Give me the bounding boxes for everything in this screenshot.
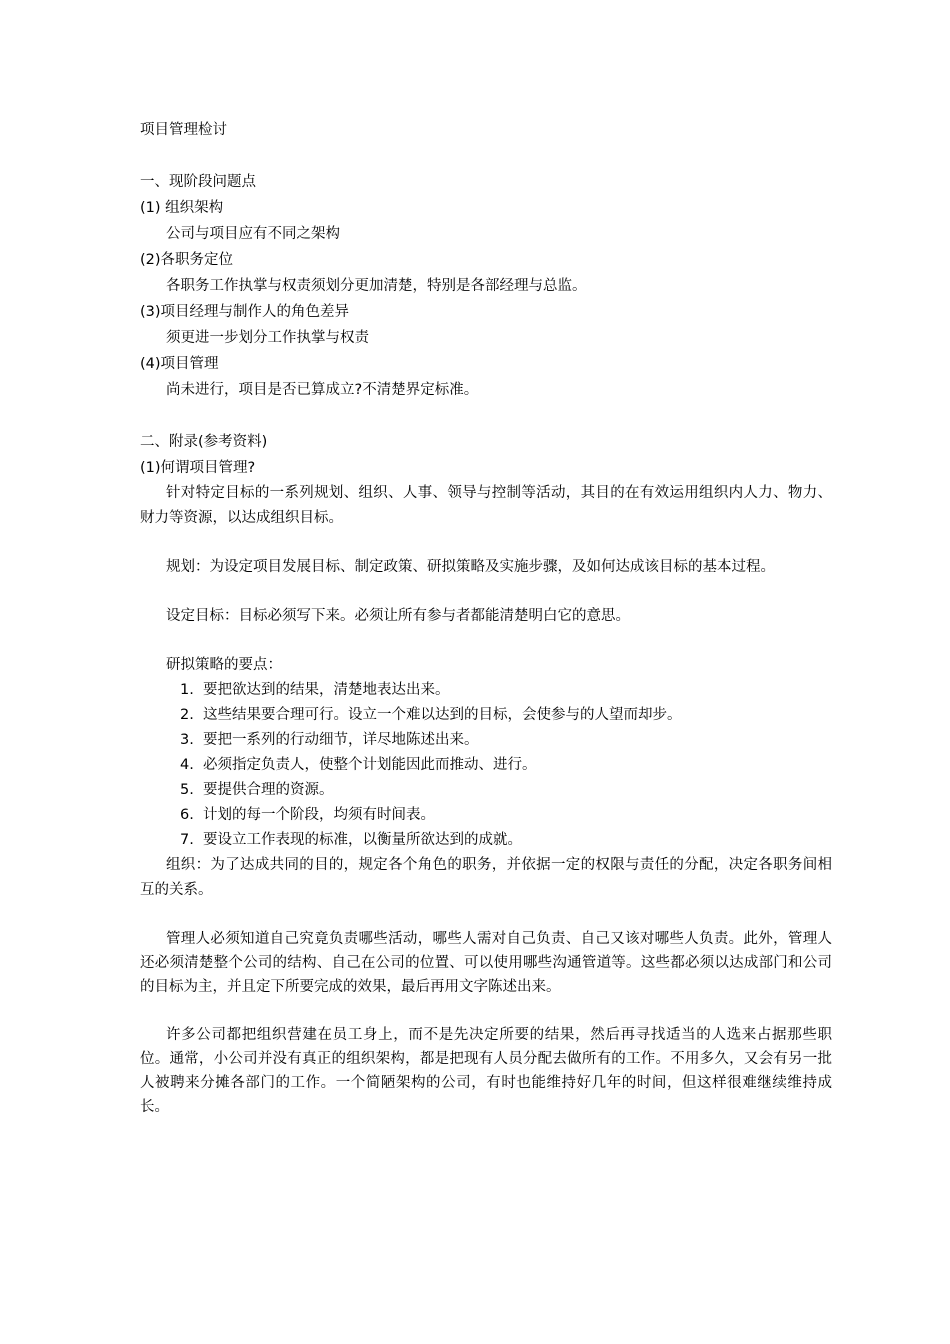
list-number: 5. [180,782,194,798]
spacer [140,580,832,604]
spacer [140,531,832,555]
paragraph-companies: 许多公司都把组织营建在员工身上，而不是先决定所要的结果，然后再寻找适当的人选来占据那些职位。通常，小公司并没有真正的组织架构，都是把现有人员分配去做所有的工作。不用多久，又会有另一批人被聘来分摊各部门的工作。一个简陋架构的公司，有时也能维持好几年的时间，但这样很难继续维持成长。 [140,1027,832,1115]
paragraph-goal-setting: 设定目标：目标必须写下来。必须让所有参与者都能清楚明白它的意思。 [166,608,630,624]
paragraph-organizing: 组织：为了达成共同的目的，规定各个角色的职务，并依据一定的权限与责任的分配，决定各职务间相互的关系。 [140,857,832,898]
list-item [140,678,832,703]
list-item [140,753,832,778]
issue-label: (2)各职务定位 [140,252,234,268]
list-text: 这些结果要合理可行。设立一个难以达到的目标，会使参与的人望而却步。 [203,707,682,723]
list-item [140,703,832,728]
list-number: 4. [180,757,194,773]
spacer [140,629,832,653]
issue-detail: 尚未进行，项目是否已算成立?不清楚界定标准。 [166,382,479,398]
issue-label: (4)项目管理 [140,356,219,372]
strategy-list [140,678,832,853]
list-text: 计划的每一个阶段，均须有时间表。 [203,807,435,823]
list-number: 2. [180,707,194,723]
strategy-heading: 研拟策略的要点： [166,657,282,673]
paragraph-managers: 管理人必须知道自己究竟负责哪些活动，哪些人需对自己负责、自己又该对哪些人负责。此外，管理人还必须清楚整个公司的结构、自己在公司的位置、可以使用哪些沟通管道等。这些都必须以达成部门和公司的目标为主，并且定下所要完成的效果，最后再用文字陈述出来。 [140,931,832,995]
list-item [140,803,832,828]
spacer [140,403,832,429]
list-text: 必须指定负责人，使整个计划能因此而推动、进行。 [203,757,537,773]
paragraph-planning: 规划：为设定项目发展目标、制定政策、研拟策略及实施步骤，及如何达成该目标的基本过程。 [166,559,775,575]
list-item [140,778,832,803]
issue-detail: 各职务工作执掌与权责须划分更加清楚，特别是各部经理与总监。 [166,278,587,294]
document-body [140,117,832,1119]
list-number: 7. [180,832,194,848]
list-item [140,728,832,753]
issue-detail: 公司与项目应有不同之架构 [166,226,340,242]
list-text: 要提供合理的资源。 [203,782,334,798]
issue-label: (3)项目经理与制作人的角色差异 [140,304,350,320]
section-heading-appendix: 二、附录(参考资料) [140,434,268,450]
subheading-what-is-pm: (1)何谓项目管理? [140,460,256,476]
spacer [140,903,832,927]
list-text: 要把一系列的行动细节，详尽地陈述出来。 [203,732,479,748]
list-number: 6. [180,807,194,823]
list-text: 要把欲达到的结果，清楚地表达出来。 [203,682,450,698]
list-number: 3. [180,732,194,748]
issue-label: (1) 组织架构 [140,200,224,216]
section-heading-issues: 一、现阶段问题点 [140,174,256,190]
list-item [140,828,832,853]
list-number: 1. [180,682,194,698]
list-text: 要设立工作表现的标准，以衡量所欲达到的成就。 [203,832,522,848]
document-title: 项目管理检讨 [140,122,227,138]
issue-detail: 须更进一步划分工作执掌与权责 [166,330,369,346]
paragraph-definition: 针对特定目标的一系列规划、组织、人事、领导与控制等活动，其目的在有效运用组织内人力、物力、财力等资源，以达成组织目标。 [140,485,832,526]
spacer [140,999,832,1023]
